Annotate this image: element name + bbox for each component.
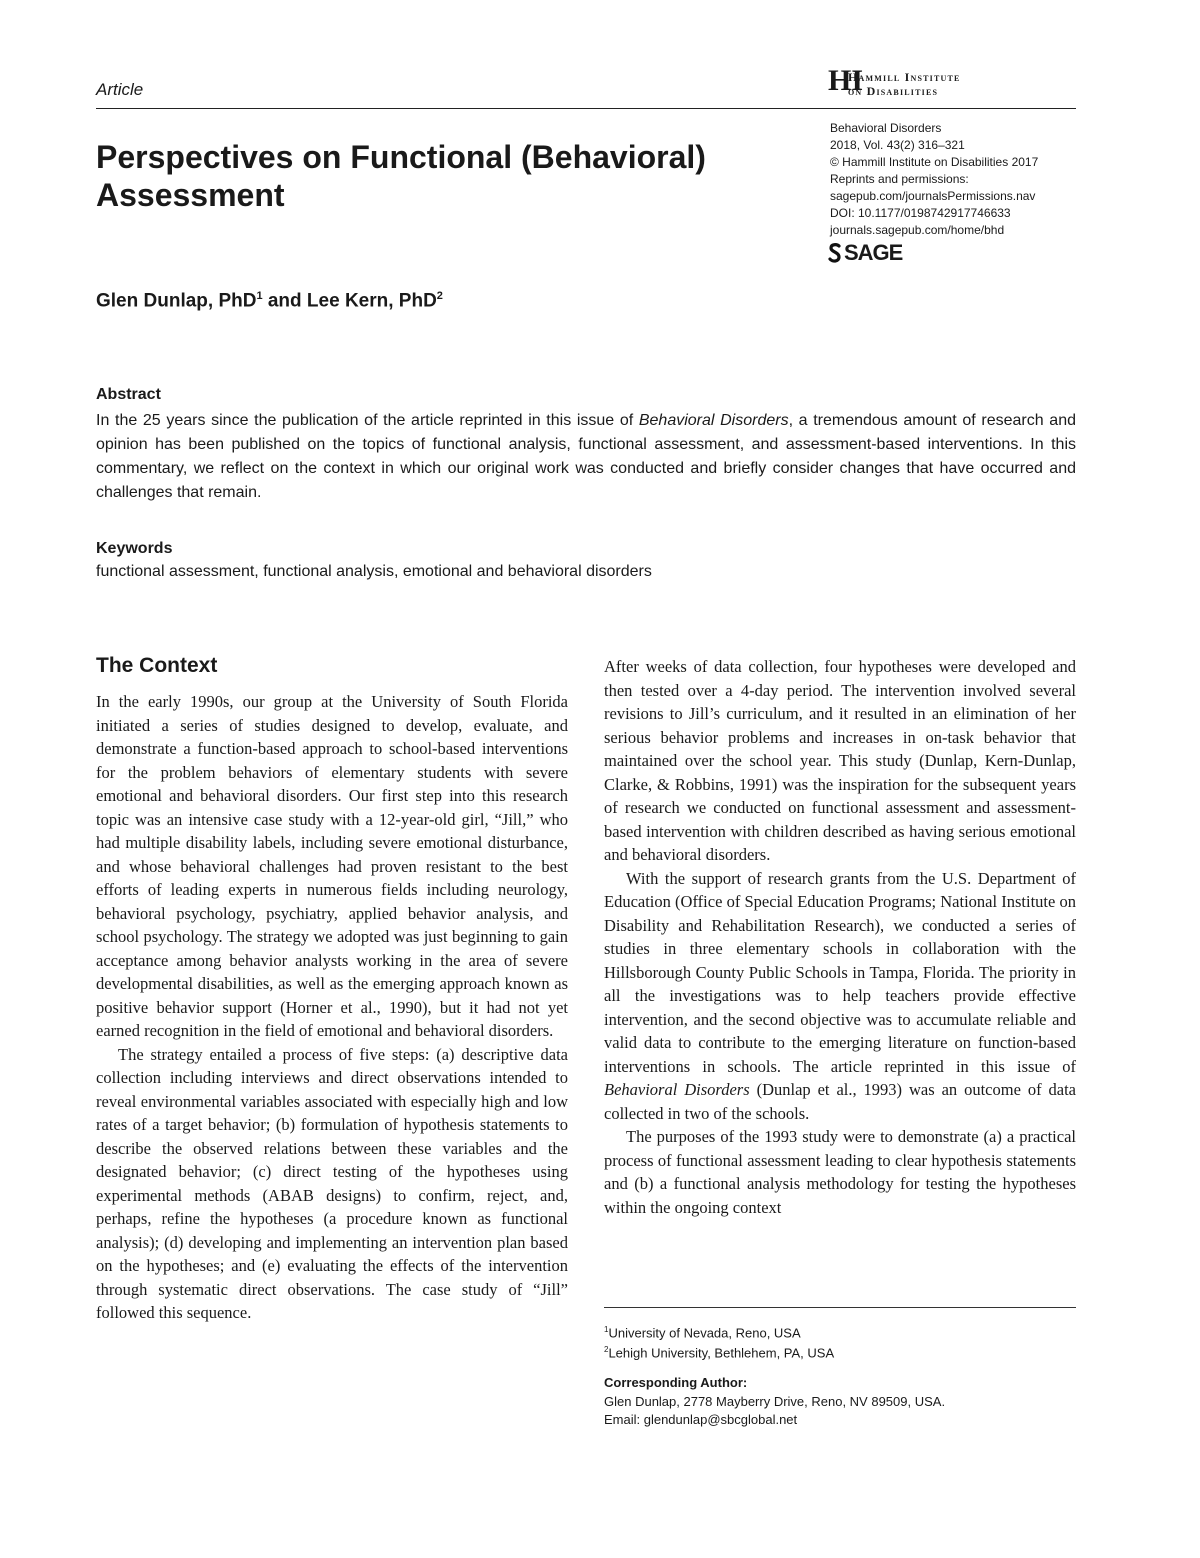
keywords-text: functional assessment, functional analysis, emotional and behavioral disorders (96, 563, 652, 580)
body-paragraph-2: The strategy entailed a process of five steps: (a) descriptive data collection including interviews and direct observations intended to reveal environmental variables associated with especially high and low rates of a target behavior; (b) formulation of hypothesis statements to describe the observed relations between these variables and the designated behavior; (c) direct testing of the hypotheses using experimental methods (ABAB designs) to confirm, reject, and, perhaps, refine the hypotheses (a procedure known as functional analysis); (d) developing and implementing an intervention plan based on the hypotheses; and (e) evaluating the effects of the intervention through systematic direct observations. The case study of “Jill” followed this sequence. (96, 1044, 568, 1322)
affiliation-2 (604, 1341, 834, 1362)
keywords-heading: Keywords (96, 540, 173, 557)
body-paragraph-1: In the early 1990s, our group at the University of South Florida initiated a series of studies designed to develop, evaluate, and demonstrate a function-based approach to school-based interventions for the problem behaviors of elementary students with severe emotional and behavioral disorders. Our first step into this research topic was an intensive case study with a 12-year-old girl, “Jill,” who had multiple disability labels, including severe emotional disturbance, and whose behavioral challenges had proven resistant to the best efforts of leading experts in numerous fields including neurology, behavioral psychology, psychiatry, applied behavior analysis, and school psychology. The strategy we adopted was just beginning to gain acceptance among behavior analysts working in the area of severe developmental disabilities, as well as the emerging approach known as positive behavior support (Horner et al., 1990), but it had not yet earned recognition in the field of emotional and behavioral disorders. (96, 692, 568, 1040)
abstract-journal-name: Behavioral Disorders (638, 412, 789, 429)
author-line (96, 290, 443, 312)
article-type-label: Article (96, 80, 144, 99)
copyright: © Hammill Institute on Disabilities 2017 (830, 155, 1039, 169)
author-2-affiliation: 2 (436, 290, 443, 302)
reprints-label: Reprints and permissions: (830, 172, 969, 186)
sage-logo (828, 240, 902, 266)
publisher-logo-line1: Hammill Institute (848, 70, 961, 84)
body-paragraph-4-part1: With the support of research grants from the U.S. Department of Education (Office of Special Education Programs; National Institute on Disability and Rehabilitation Research), we conducted a series of studies in three elementary schools in collaboration with the Hillsborough County Public Schools in Tampa, Florida. The priority in all the investigations was to help teachers provide effective intervention, and the second objective was to accumulate reliable and valid data to contribute to the emerging literature on function-based interventions in schools. The article reprinted in this issue of (604, 868, 1076, 1076)
affiliation-1-number: 1 (604, 1325, 609, 1334)
header-rule (96, 108, 1076, 109)
body-paragraph-4-journal: Behavioral Disorders (604, 1080, 750, 1099)
affiliation-1-text: University of Nevada, Reno, USA (608, 1325, 801, 1341)
author-2: Lee Kern, PhD (306, 290, 437, 312)
author-1: Glen Dunlap, PhD (96, 290, 257, 312)
journal-meta (830, 120, 1038, 239)
body-paragraph-4 (604, 867, 1076, 1126)
corresponding-author-address: Glen Dunlap, 2778 Mayberry Drive, Reno, NV 89509, USA. (604, 1394, 946, 1409)
publisher-logo (828, 66, 988, 100)
abstract-text (96, 409, 1076, 505)
body-paragraph-5: The purposes of the 1993 study were to demonstrate (a) a practical process of functional assessment leading to clear hypothesis statements and (b) a functional analysis methodology for testing the hypotheses within the ongoing context (604, 1127, 1076, 1217)
abstract-text-part2: , a tremendous amount of research and opinion has been published on the topics of functional analysis, functional assessment, and assessment-based interventions. In this commentary, we reflect on the context in which our original work was conducted and briefly consider changes that have occurred and challenges that remain. (96, 412, 1076, 501)
corresponding-author-email[interactable]: Email: glendunlap@sbcglobal.net (604, 1412, 798, 1427)
article-title: Perspectives on Functional (Behavioral) Assessment (96, 139, 706, 213)
section-heading: The Context (96, 654, 218, 677)
sage-logo-text: SAGE (844, 240, 903, 265)
abstract-heading: Abstract (96, 386, 161, 403)
body-paragraph-3: After weeks of data collection, four hypotheses were developed and then tested over a 4-day period. The intervention involved several revisions to Jill’s curriculum, and it resulted in an elimination of her serious behavior problems and increases in on-task behavior that maintained over the school year. This study (Dunlap, Kern-Dunlap, Clarke, & Robbins, 1991) was the inspiration for the subsequent years of research we conducted on functional assessment and assessment-based intervention with children described as having serious emotional and behavioral disorders. (604, 657, 1076, 864)
corresponding-author-details (604, 1393, 945, 1429)
affiliation-2-number: 2 (604, 1345, 609, 1354)
author-1-affiliation: 1 (256, 290, 263, 302)
journal-homepage-link[interactable]: journals.sagepub.com/home/bhd (830, 223, 1005, 237)
sage-s-icon (828, 242, 842, 264)
abstract-text-part1: In the 25 years since the publication of the article reprinted in this issue of (96, 412, 639, 429)
corresponding-author-heading: Corresponding Author: (604, 1375, 748, 1390)
footnote-rule (604, 1307, 1076, 1308)
journal-volume: 2018, Vol. 43(2) 316–321 (830, 138, 965, 152)
affiliation-1 (604, 1321, 801, 1342)
affiliation-2-text: Lehigh University, Bethlehem, PA, USA (608, 1345, 835, 1361)
body-column-right (604, 655, 1076, 1219)
journal-name: Behavioral Disorders (830, 121, 942, 135)
publisher-logo-initials: HI (828, 64, 864, 97)
body-column-left (96, 690, 568, 1325)
permissions-link[interactable]: sagepub.com/journalsPermissions.nav (830, 189, 1036, 203)
author-connector: and (262, 290, 307, 312)
doi[interactable]: DOI: 10.1177/0198742917746633 (830, 206, 1011, 220)
body-paragraph-4-part2: (Dunlap et al., 1993) was an outcome of data collected in two of the schools. (604, 1080, 1076, 1123)
publisher-logo-line2: on Disabilities (848, 84, 939, 98)
